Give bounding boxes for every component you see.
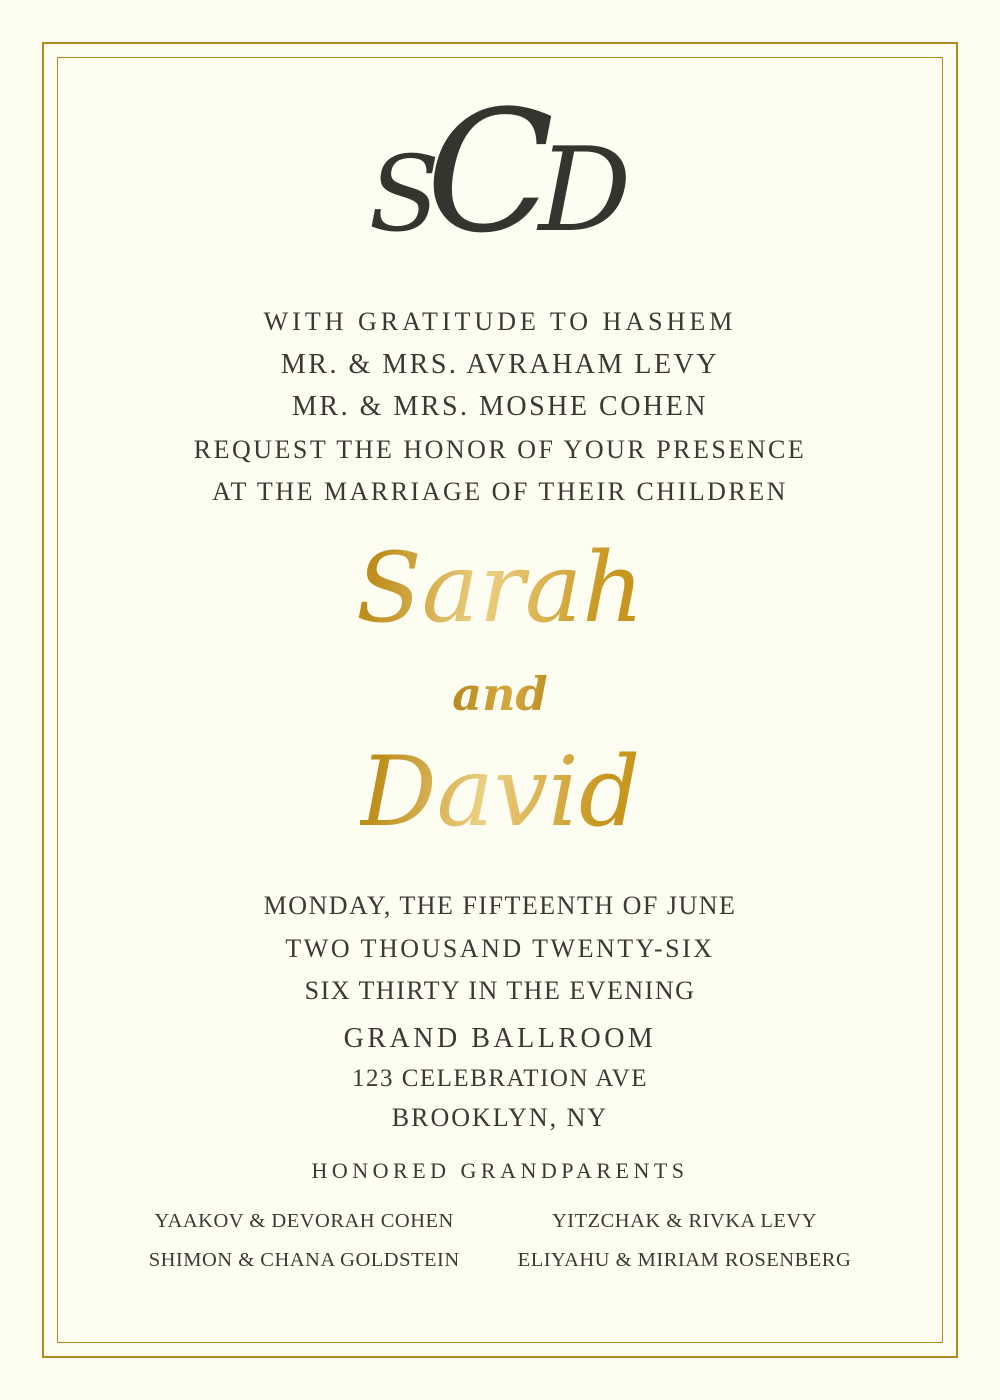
monogram	[0, 74, 1000, 270]
marriage-line: AT THE MARRIAGE OF THEIR CHILDREN	[212, 477, 788, 506]
event-date-line: MONDAY, THE FIFTEENTH OF JUNE	[263, 891, 737, 920]
conjunction-line	[0, 666, 1000, 734]
and-text: and	[452, 667, 548, 721]
monogram-letter-c: C	[425, 74, 555, 270]
groom-name-line	[0, 732, 1000, 881]
grandparent-name: YAAKOV & DEVORAH COHEN	[154, 1210, 454, 1232]
request-line: REQUEST THE HONOR OF YOUR PRESENCE	[193, 434, 807, 464]
intro-block	[0, 301, 1000, 514]
event-time-line: SIX THIRTY IN THE EVENING	[304, 976, 696, 1005]
bride-name-line	[0, 528, 1000, 677]
groom-parents-line: MR. & MRS. MOSHE COHEN	[292, 391, 708, 422]
grandparents-heading: HONORED GRANDPARENTS	[311, 1158, 689, 1183]
groom-name: David	[360, 732, 641, 852]
grandparent-name: ELIYAHU & MIRIAM ROSENBERG	[517, 1249, 852, 1271]
gratitude-line: WITH GRATITUDE TO HASHEM	[263, 307, 737, 336]
bride-parents-line: MR. & MRS. AVRAHAM LEVY	[280, 348, 720, 380]
event-details-block	[0, 885, 1000, 1013]
event-year-line: TWO THOUSAND TWENTY-SIX	[285, 933, 715, 963]
monogram-letter-d: D	[538, 123, 632, 258]
grandparents-right-column	[518, 1202, 852, 1280]
venue-name-line: GRAND BALLROOM	[343, 1023, 657, 1054]
grandparents-columns	[0, 1202, 1000, 1280]
venue-city-line: BROOKLYN, NY	[391, 1103, 609, 1132]
bride-name: Sarah	[356, 528, 644, 648]
venue-address-line: 123 CELEBRATION AVE	[351, 1064, 649, 1092]
grandparents-left-column	[149, 1202, 460, 1280]
grandparent-name: SHIMON & CHANA GOLDSTEIN	[148, 1249, 460, 1271]
grandparent-name: YITZCHAK & RIVKA LEVY	[551, 1210, 817, 1232]
monogram-letter-s: S	[368, 133, 440, 255]
venue-block	[0, 1019, 1000, 1138]
